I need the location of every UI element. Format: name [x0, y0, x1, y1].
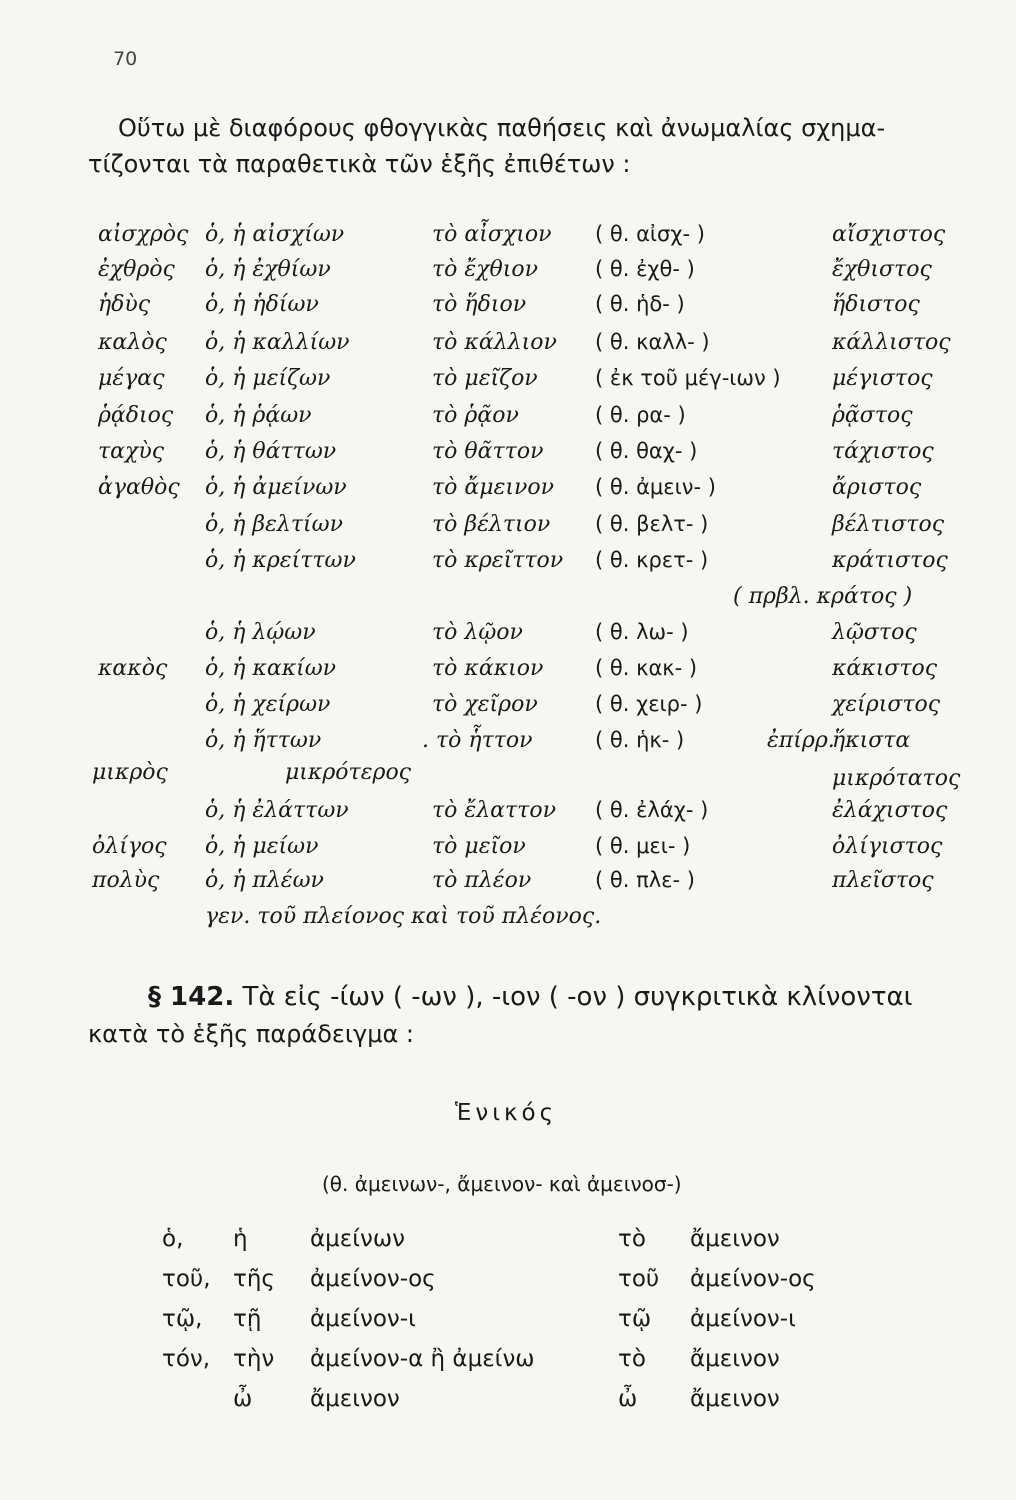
table-row [0, 330, 1016, 366]
positive: πολὺς [92, 868, 160, 893]
superlative: λῷστος [832, 620, 917, 645]
neuter: τὸ ἄμεινον [432, 475, 554, 500]
comparative: ὁ, ἡ χείρων [205, 692, 331, 717]
positive: κακὸς [98, 656, 168, 681]
neuter: τὸ κάλλιον [432, 330, 557, 355]
superlative: κάκιστος [832, 656, 938, 681]
table-row [0, 222, 1016, 258]
declension-heading: Ἑνικός [455, 1100, 558, 1126]
adverb-label: ἐπίρρ. [767, 728, 835, 753]
table-row [0, 656, 1016, 692]
declension-row [0, 1266, 1016, 1306]
comparative: ὁ, ἡ θάττων [205, 439, 337, 464]
comparative: μικρότερος [285, 760, 412, 785]
table-row [0, 868, 1016, 904]
article-m: τῷ, [162, 1306, 203, 1332]
note-kratos: ( πρβλ. κράτος ) [733, 584, 913, 609]
form-n: ἄμεινον [690, 1386, 780, 1412]
comparative: ὁ, ἡ βελτίων [205, 512, 343, 537]
comparative: ὁ, ἡ ἐλάττων [205, 798, 349, 823]
comparative: ὁ, ἡ ἥττων [205, 728, 322, 753]
stem: ( θ. βελτ- ) [595, 512, 709, 536]
comparative: ὁ, ἡ αἰσχίων [205, 222, 345, 247]
form-mf: ἀμείνον-α ἢ ἀμείνω [310, 1346, 535, 1372]
article-n: τὸ [618, 1226, 646, 1252]
comparative: ὁ, ἡ κακίων [205, 656, 337, 681]
neuter: τὸ βέλτιον [432, 512, 551, 537]
positive: ἀγαθὸς [98, 475, 180, 500]
article-n: τοῦ [618, 1266, 660, 1292]
stem: ( θ. πλε- ) [595, 868, 695, 892]
intro-paragraph [88, 110, 958, 182]
positive: μικρὸς [92, 760, 168, 785]
table-row [0, 834, 1016, 870]
declension-stems: (θ. ἀμεινων-, ἄμεινον- καὶ ἀμεινοσ-) [322, 1172, 682, 1196]
stem: ( θ. μει- ) [595, 834, 691, 858]
superlative: ἄριστος [832, 475, 922, 500]
article-n: τῷ [618, 1306, 652, 1332]
declension-row [0, 1346, 1016, 1386]
table-row [0, 403, 1016, 439]
superlative: ῥᾷστος [832, 403, 913, 428]
form-n: ἄμεινον [690, 1346, 780, 1372]
neuter: τὸ χεῖρον [432, 692, 538, 717]
form-n: ἄμεινον [690, 1226, 780, 1252]
article-f: τὴν [233, 1346, 275, 1372]
stem: ( θ. αἰσχ- ) [595, 222, 705, 246]
comparative: ὁ, ἡ μείων [205, 834, 319, 859]
stem: ( θ. λω- ) [595, 620, 689, 644]
comparative: ὁ, ἡ καλλίων [205, 330, 350, 355]
intro-line-2: τίζονται τὰ παραθετικὰ τῶν ἑξῆς ἐπιθέτων : [88, 150, 631, 178]
stem: ( θ. κακ- ) [595, 656, 698, 680]
form-mf: ἀμείνον-ος [310, 1266, 436, 1292]
table-row [0, 292, 1016, 328]
table-row [0, 692, 1016, 728]
form-n: ἀμείνον-ι [690, 1306, 796, 1332]
form-n: ἀμείνον-ος [690, 1266, 816, 1292]
superlative: χείριστος [832, 692, 941, 717]
intro-line-1: Οὕτω μὲ διαφόρους φθογγικὰς παθήσεις καὶ ἀνωμαλίας σχημα- [118, 114, 886, 142]
comparative: ὁ, ἡ λῴων [205, 620, 316, 645]
neuter: τὸ μεῖζον [432, 366, 538, 391]
superlative: αἴσχιστος [832, 222, 946, 247]
positive: καλὸς [98, 330, 167, 355]
stem: ( ἐκ τοῦ μέγ-ιων ) [595, 366, 781, 390]
stem: ( θ. ἀμειν- ) [595, 475, 716, 499]
article-f: ἡ [233, 1226, 248, 1252]
positive: ἐχθρὸς [98, 257, 175, 282]
stem: ( θ. θαχ- ) [595, 439, 698, 463]
table-row [0, 439, 1016, 475]
table-row [0, 257, 1016, 293]
superlative: ἥκιστα [832, 728, 911, 753]
superlative: ἥδιστος [832, 292, 920, 317]
superlative: ἔχθιστος [832, 257, 932, 282]
neuter: τὸ ἔχθιον [432, 257, 539, 282]
stem: ( θ. ρα- ) [595, 403, 686, 427]
comparative: ὁ, ἡ ἀμείνων [205, 475, 347, 500]
positive: ἡδὺς [98, 292, 151, 317]
table-row [0, 620, 1016, 656]
comparative: ὁ, ἡ πλέων [205, 868, 324, 893]
declension-row [0, 1306, 1016, 1346]
genitive-note: γεν. τοῦ πλείονος καὶ τοῦ πλέονος. [205, 904, 602, 929]
positive: ῥᾴδιος [98, 403, 174, 428]
page-number: 70 [113, 48, 138, 70]
stem: ( θ. ἐχθ- ) [595, 257, 695, 281]
table-row [0, 798, 1016, 834]
table-row [0, 512, 1016, 548]
superlative: πλεῖστος [832, 868, 934, 893]
declension-row [0, 1386, 1016, 1426]
superlative: ἐλάχιστος [832, 798, 948, 823]
table-row [0, 548, 1016, 584]
neuter: τὸ κρεῖττον [432, 548, 564, 573]
neuter: τὸ λῷον [432, 620, 523, 645]
article-f: τῆς [233, 1266, 275, 1292]
vocative-particle-n: ὦ [618, 1386, 638, 1412]
neuter: τὸ ῥᾷον [432, 403, 519, 428]
section-heading [148, 982, 912, 1012]
form-mf: ἀμείνων [310, 1226, 405, 1252]
article-m: τόν, [162, 1346, 211, 1372]
comparative: ὁ, ἡ μείζων [205, 366, 331, 391]
comparative: ὁ, ἡ κρείττων [205, 548, 356, 573]
superlative: τάχιστος [832, 439, 934, 464]
positive: ὀλίγος [92, 834, 167, 859]
superlative: μέγιστος [832, 366, 933, 391]
neuter: τὸ ἔλαττον [432, 798, 556, 823]
table-row [0, 728, 1016, 764]
table-row [0, 366, 1016, 402]
stem: ( θ. καλλ- ) [595, 330, 710, 354]
superlative: βέλτιστος [832, 512, 945, 537]
section-line-2: κατὰ τὸ ἑξῆς παράδειγμα : [88, 1020, 415, 1048]
article-n: τὸ [618, 1346, 646, 1372]
form-mf: ἀμείνον-ι [310, 1306, 416, 1332]
neuter: τὸ κάκιον [432, 656, 544, 681]
neuter: τὸ θᾶττον [432, 439, 544, 464]
superlative: μικρότατος [832, 766, 961, 791]
comparative: ὁ, ἡ ῥᾴων [205, 403, 312, 428]
neuter: τὸ ἥδιον [432, 292, 527, 317]
stem: ( θ. ἐλάχ- ) [595, 798, 709, 822]
stem: ( θ. κρετ- ) [595, 548, 709, 572]
stem: ( θ. ἡδ- ) [595, 292, 685, 316]
form-mf: ἄμεινον [310, 1386, 400, 1412]
vocative-particle: ὦ [233, 1386, 253, 1412]
neuter: . τὸ ἧττον [422, 728, 533, 753]
neuter: τὸ μεῖον [432, 834, 526, 859]
superlative: κράτιστος [832, 548, 948, 573]
section-number: § 142. [148, 982, 235, 1012]
table-row [0, 760, 1016, 796]
declension-row [0, 1226, 1016, 1266]
stem: ( θ. χειρ- ) [595, 692, 703, 716]
positive: μέγας [98, 366, 165, 391]
section-line-1: Τὰ εἰς -ίων ( -ων ), -ιον ( -ον ) συγκριτικὰ κλίνονται [242, 982, 913, 1012]
article-m: ὁ, [162, 1226, 184, 1252]
comparative: ὁ, ἡ ἐχθίων [205, 257, 331, 282]
comparative: ὁ, ἡ ἡδίων [205, 292, 319, 317]
superlative: κάλλιστος [832, 330, 951, 355]
table-row [0, 475, 1016, 511]
neuter: τὸ αἶσχιον [432, 222, 552, 247]
neuter: τὸ πλέον [432, 868, 532, 893]
stem: ( θ. ἡκ- ) [595, 728, 685, 752]
superlative: ὀλίγιστος [832, 834, 943, 859]
article-f: τῇ [233, 1306, 262, 1332]
positive: ταχὺς [98, 439, 165, 464]
article-m: τοῦ, [162, 1266, 211, 1292]
positive: αἰσχρὸς [98, 222, 189, 247]
